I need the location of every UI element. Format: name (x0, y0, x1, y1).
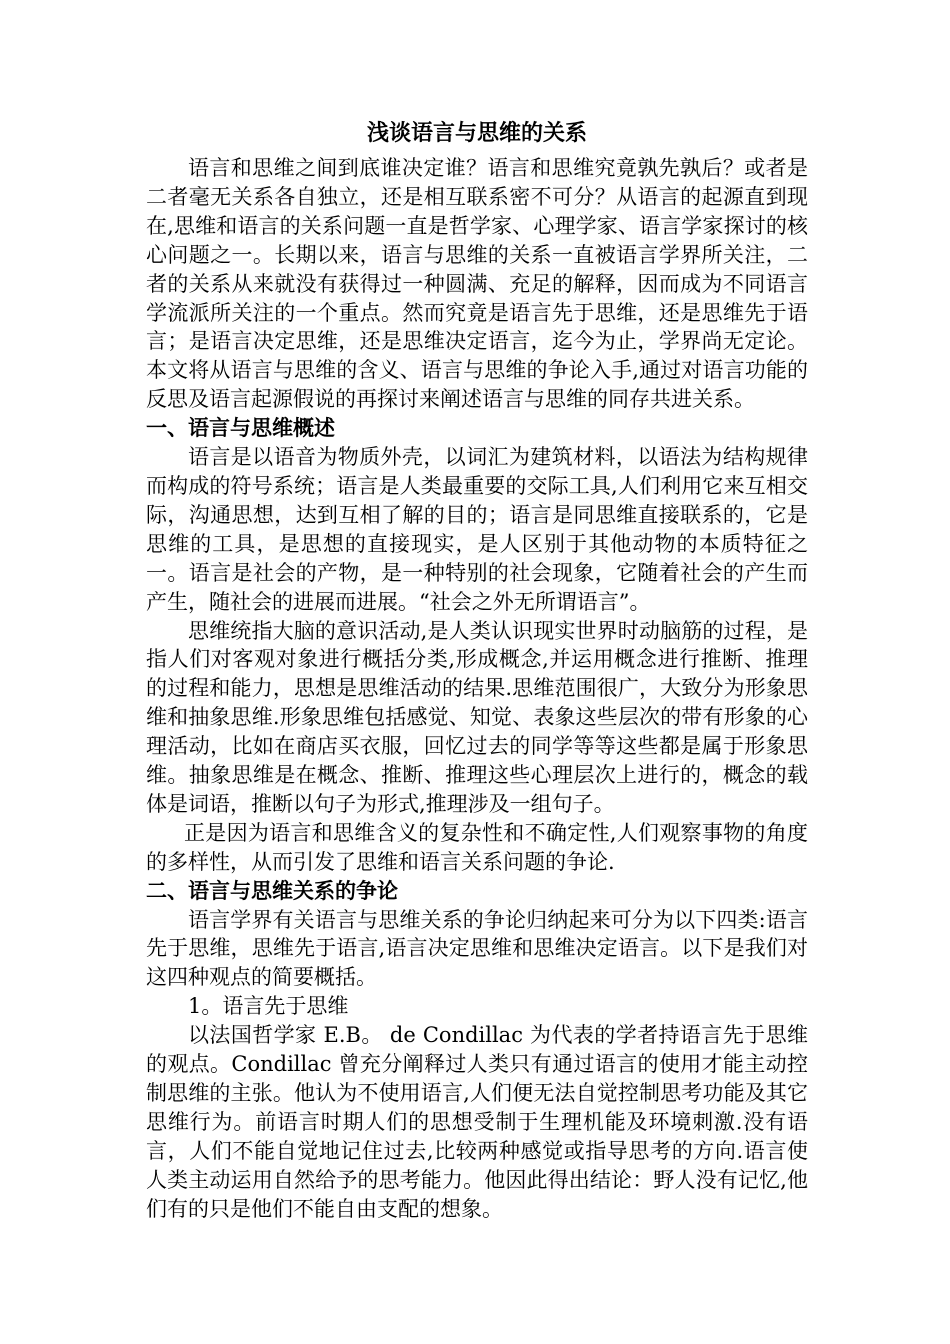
section-1-paragraph-3: 正是因为语言和思维含义的复杂性和不确定性,人们观察事物的角度的多样性，从而引发了思维和语言关系问题的争论. (146, 820, 808, 874)
section-2-paragraph-1: 语言学界有关语言与思维关系的争论归纳起来可分为以下四类:语言先于思维，思维先于语言,语言决定思维和思维决定语言。以下是我们对这四种观点的简要概括。 (146, 907, 808, 990)
section-2-heading: 二、语言与思维关系的争论 (146, 877, 398, 903)
section-2-subheading-1: 1。语言先于思维 (188, 994, 349, 1019)
section-1-heading: 一、语言与思维概述 (146, 415, 335, 441)
section-1-paragraph-1: 语言是以语音为物质外壳，以词汇为建筑材料，以语法为结构规律而构成的符号系统；语言是人类最重要的交际工具,人们利用它来互相交际，沟通思想，达到互相了解的目的；语言是同思维直接联系的，它是思维的工具，是思想的直接现实，是人区别于其他动物的本质特征之一。语言是社会的产物，是一种特别的社会现象，它随着社会的产生而产生，随社会的进展而进展。“社会之外无所谓语言”。 (146, 445, 808, 614)
section-2-paragraph-2: 以法国哲学家 E.B。 de Condillac 为代表的学者持语言先于思维的观点。Condillac 曾充分阐释过人类只有通过语言的使用才能主动控制思维的主张。他认为不使用语言,人们便无法自觉控制思考功能及其它思维行为。前语言时期人们的思想受制于生理机能及环境刺激.没有语言，人们不能自觉地记住过去,比较两种感觉或指导思考的方向.语言使人类主动运用自然给予的思考能力。他因此得出结论：野人没有记忆,他们有的只是他们不能自由支配的想象。 (146, 1023, 808, 1221)
intro-paragraph: 语言和思维之间到底谁决定谁？语言和思维究竟孰先孰后？或者是二者毫无关系各自独立，还是相互联系密不可分？从语言的起源直到现在,思维和语言的关系问题一直是哲学家、心理学家、语言学家探讨的核心问题之一。长期以来，语言与思维的关系一直被语言学界所关注，二者的关系从来就没有获得过一种圆满、充足的解释，因而成为不同语言学流派所关注的一个重点。然而究竟是语言先于思维，还是思维先于语言；是语言决定思维，还是思维决定语言，迄今为止，学界尚无定论。本文将从语言与思维的含义、语言与思维的争论入手,通过对语言功能的反思及语言起源假说的再探讨来阐述语言与思维的同存共进关系。 (146, 156, 808, 412)
section-1-paragraph-2: 思维统指大脑的意识活动,是人类认识现实世界时动脑筋的过程，是指人们对客观对象进行概括分类,形成概念,并运用概念进行推断、推理的过程和能力，思想是思维活动的结果.思维范围很广，大致分为形象思维和抽象思维.形象思维包括感觉、知觉、表象这些层次的带有形象的心理活动，比如在商店买衣服，回忆过去的同学等等这些都是属于形象思维。抽象思维是在概念、推断、推理这些心理层次上进行的，概念的载体是词语，推断以句子为形式,推理涉及一组句子。 (146, 618, 808, 816)
document-page (146, 118, 808, 1224)
document-title: 浅谈语言与思维的关系 (366, 120, 587, 146)
